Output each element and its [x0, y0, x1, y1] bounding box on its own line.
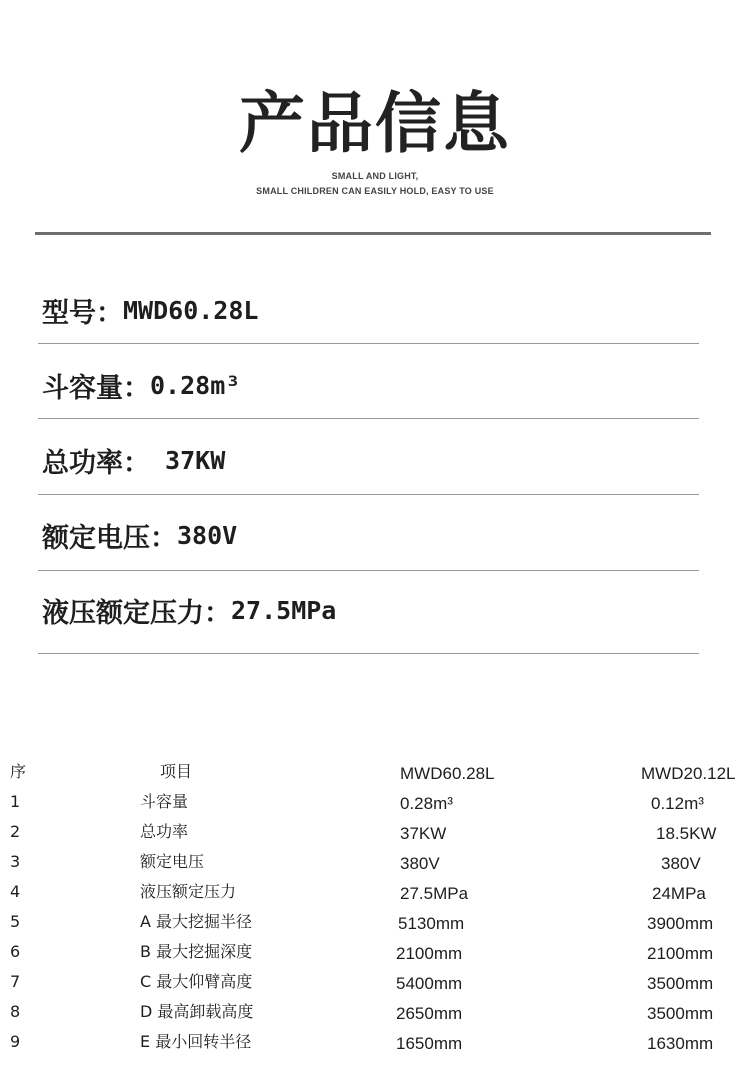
table-cell-item: 液压额定压力 — [140, 882, 237, 901]
table-cell-model-a: 380V — [400, 854, 440, 873]
table-cell-model-b: 1630mm — [647, 1034, 714, 1053]
table-cell-model-a: 2100mm — [396, 944, 463, 963]
spec-label: 总功率： — [42, 447, 150, 479]
table-cell-model-a: 5400mm — [396, 974, 463, 993]
table-cell-model-b: 380V — [661, 854, 701, 873]
table-header-index: 序 — [10, 762, 27, 781]
table-cell-item: 斗容量 — [140, 792, 189, 811]
table-cell-item: E 最小回转半径 — [140, 1032, 252, 1051]
spec-label: 液压额定压力： — [42, 597, 231, 629]
table-cell-index: 9 — [10, 1032, 21, 1051]
spec-value: 27.5MPa — [231, 595, 337, 625]
table-header-model-a: MWD60.28L — [400, 764, 495, 783]
spec-value: 380V — [177, 520, 238, 550]
subtitle-line-1: SMALL AND LIGHT, — [331, 171, 419, 181]
table-cell-index: 2 — [10, 822, 21, 841]
table-cell-item: D 最高卸载高度 — [140, 1002, 254, 1021]
table-cell-index: 8 — [10, 1002, 21, 1021]
table-cell-model-b: 0.12m³ — [651, 794, 704, 813]
table-cell-model-a: 1650mm — [396, 1034, 463, 1053]
table-cell-model-b: 2100mm — [647, 944, 714, 963]
spec-value: 0.28m³ — [150, 370, 241, 400]
table-cell-item: B 最大挖掘深度 — [140, 942, 253, 961]
table-cell-model-b: 18.5KW — [656, 824, 717, 843]
table-header-model-b: MWD20.12L — [641, 764, 736, 783]
table-cell-index: 5 — [10, 912, 21, 931]
table-cell-index: 6 — [10, 942, 21, 961]
table-cell-model-b: 24MPa — [652, 884, 706, 903]
table-cell-item: A 最大挖掘半径 — [140, 912, 253, 931]
table-cell-model-b: 3500mm — [647, 1004, 714, 1023]
table-cell-index: 4 — [10, 882, 21, 901]
table-cell-index: 1 — [10, 792, 21, 811]
spec-value: 37KW — [150, 445, 226, 475]
table-cell-model-a: 27.5MPa — [400, 884, 469, 903]
page-title: 产品信息 — [239, 85, 511, 162]
table-cell-model-b: 3900mm — [647, 914, 714, 933]
table-cell-index: 7 — [10, 972, 21, 991]
table-cell-model-a: 37KW — [400, 824, 447, 843]
spec-value: MWD60.28L — [123, 295, 259, 325]
table-cell-model-a: 0.28m³ — [400, 794, 453, 813]
table-cell-item: 额定电压 — [140, 852, 205, 871]
table-cell-model-b: 3500mm — [647, 974, 714, 993]
table-cell-index: 3 — [10, 852, 21, 871]
spec-label: 型号： — [42, 297, 123, 329]
table-cell-item: 总功率 — [140, 822, 189, 841]
spec-label: 额定电压： — [42, 522, 177, 554]
table-cell-model-a: 5130mm — [398, 914, 465, 933]
table-cell-item: C 最大仰臂高度 — [140, 972, 253, 991]
spec-label: 斗容量： — [42, 372, 150, 404]
table-cell-model-a: 2650mm — [396, 1004, 463, 1023]
table-header-item: 项目 — [160, 762, 193, 781]
subtitle-line-2: SMALL CHILDREN CAN EASILY HOLD, EASY TO USE — [256, 186, 494, 196]
